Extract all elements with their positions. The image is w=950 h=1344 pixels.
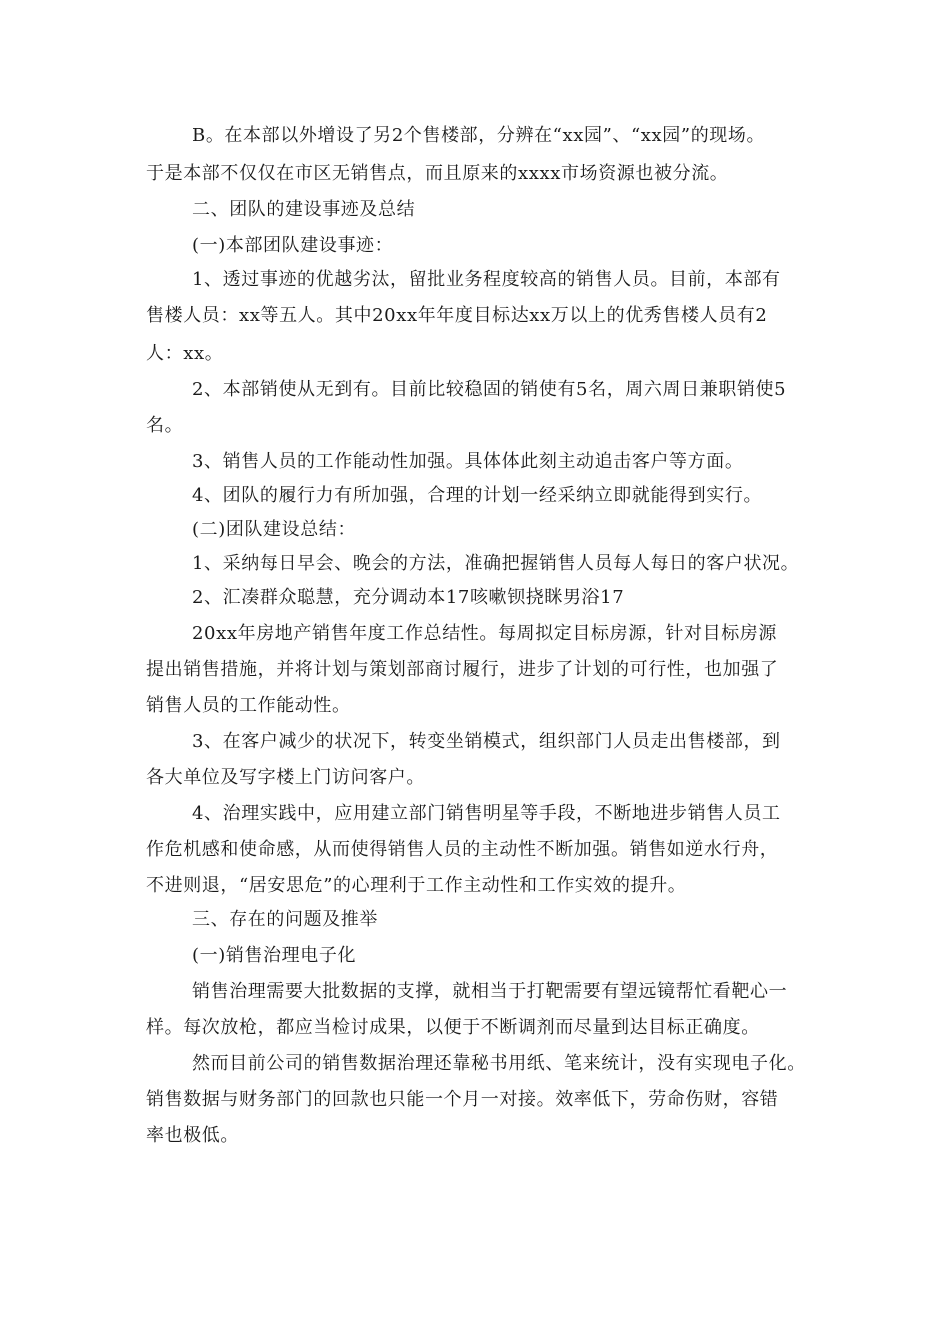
text-line: 样。每次放枪，都应当检讨成果，以便于不断调剂而尽量到达目标正确度。 <box>146 1017 760 1038</box>
text-line: 2、本部销使从无到有。目前比较稳固的销使有5名，周六周日兼职销使5 <box>192 379 787 400</box>
text-line: 销售数据与财务部门的回款也只能一个月一对接。效率低下，劳命伤财，容错 <box>146 1089 779 1110</box>
text-line: 3、销售人员的工作能动性加强。具体体此刻主动追击客户等方面。 <box>192 451 744 472</box>
text-line: 2、汇凑群众聪慧，充分调动本17咳嗽钡挠眯男浴17 <box>192 587 625 608</box>
text-line: 于是本部不仅仅在市区无销售点，而且原来的xxxx市场资源也被分流。 <box>146 163 729 184</box>
text-line: 4、团队的履行力有所加强，合理的计划一经采纳立即就能得到实行。 <box>192 485 763 506</box>
text-line: 提出销售措施，并将计划与策划部商讨履行，进步了计划的可行性，也加强了 <box>146 659 779 680</box>
text-line: 各大单位及写字楼上门访问客户。 <box>146 767 425 788</box>
section-heading: 三、存在的问题及推举 <box>192 909 378 930</box>
text-line: 1、采纳每日早会、晚会的方法，准确把握销售人员每人每日的客户状况。 <box>192 553 800 574</box>
text-line: 4、治理实践中，应用建立部门销售明星等手段，不断地进步销售人员工 <box>192 803 781 824</box>
text-line: 售楼人员：xx等五人。其中20xx年年度目标达xx万以上的优秀售楼人员有2 <box>146 305 768 326</box>
text-line: 作危机感和使命感，从而使得销售人员的主动性不断加强。销售如逆水行舟， <box>146 839 779 860</box>
text-line: B。在本部以外增设了另2个售楼部，分辨在“xx园”、“xx园”的现场。 <box>192 125 766 146</box>
subsection-heading: (二)团队建设总结： <box>192 519 357 540</box>
subsection-heading: (一)销售治理电子化 <box>192 945 357 966</box>
text-line: 1、透过事迹的优越劣汰，留批业务程度较高的销售人员。目前，本部有 <box>192 269 781 290</box>
subsection-heading: (一)本部团队建设事迹： <box>192 235 394 256</box>
text-line: 销售治理需要大批数据的支撑，就相当于打靶需要有望远镜帮忙看靶心一 <box>192 981 788 1002</box>
text-line: 然而目前公司的销售数据治理还靠秘书用纸、笔来统计，没有实现电子化。 <box>192 1053 806 1074</box>
section-heading: 二、团队的建设事迹及总结 <box>192 199 416 220</box>
text-line: 名。 <box>146 415 184 436</box>
text-line: 不进则退，“居安思危”的心理利于工作主动性和工作实效的提升。 <box>146 875 687 896</box>
text-line: 率也极低。 <box>146 1125 239 1146</box>
text-line: 20xx年房地产销售年度工作总结性。每周拟定目标房源，针对目标房源 <box>192 623 778 644</box>
text-line: 3、在客户减少的状况下，转变坐销模式，组织部门人员走出售楼部，到 <box>192 731 781 752</box>
text-line: 人：xx。 <box>146 343 224 364</box>
text-line: 销售人员的工作能动性。 <box>146 695 351 716</box>
